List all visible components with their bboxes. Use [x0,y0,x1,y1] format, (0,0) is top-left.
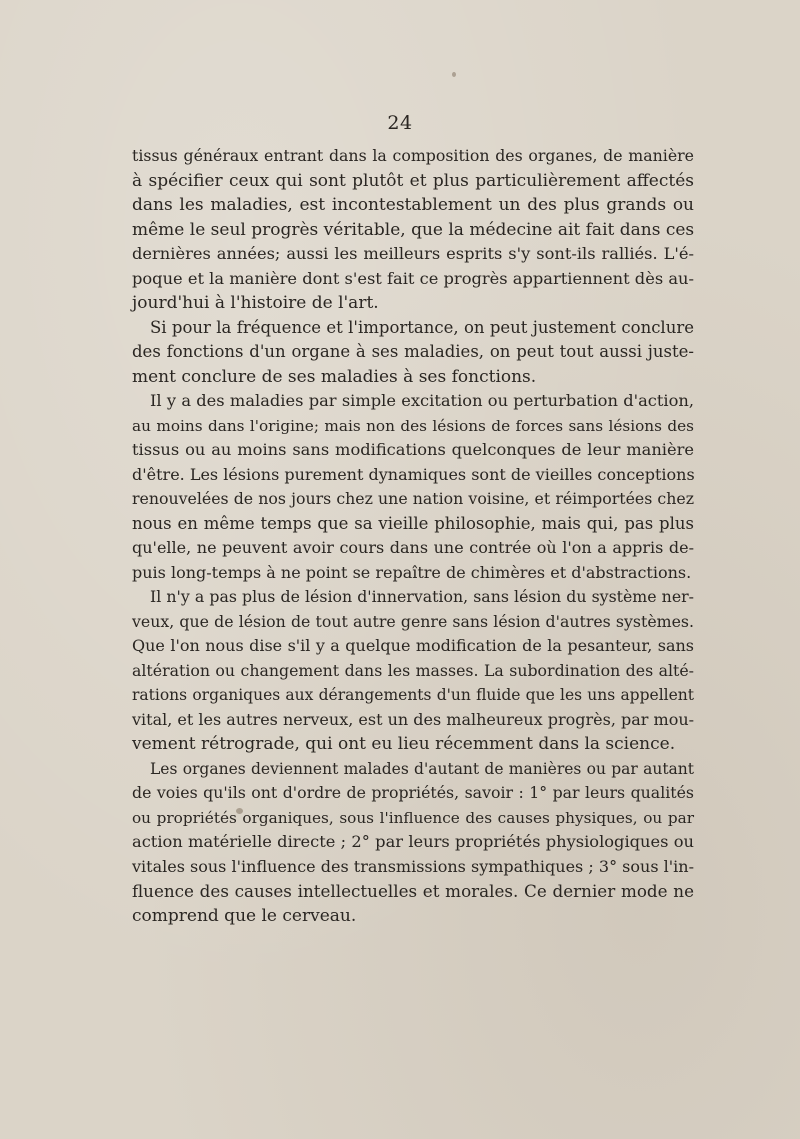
text-line: comprend que le cerveau. [132,905,357,926]
text-line: dernières années; aussi les meilleurs esprits s'y sont-ils ralliés. L'é- [132,244,694,263]
ink-speck [452,72,456,77]
text-line: ment conclure de ses maladies à ses fonctions. [132,366,537,387]
text-line: veux, que de lésion de tout autre genre sans lésion d'autres systèmes. [132,611,694,631]
text-line: ou propriétés organiques, sous l'influence des causes physiques, ou par [132,808,694,827]
text-line: au moins dans l'origine; mais non des lésions de forces sans lésions des [132,416,694,435]
text-line: Que l'on nous dise s'il y a quelque modification de la pesanteur, sans [132,636,694,655]
text-line: tissus ou au moins sans modifications quelconques de leur manière [132,440,694,459]
text-line: Il n'y a pas plus de lésion d'innervation, sans lésion du système ner- [150,587,694,606]
text-line: vital, et les autres nerveux, est un des malheureux progrès, par mou- [132,709,695,729]
text-line: Si pour la fréquence et l'importance, on peut justement conclure [150,317,694,337]
text-line: même le seul progrès véritable, que la médecine ait fait dans ces [132,219,695,240]
text-line: qu'elle, ne peuvent avoir cours dans une contrée où l'on a appris de- [132,538,694,557]
text-line: vement rétrograde, qui ont eu lieu récemment dans la science. [132,734,676,754]
text-line: puis long-temps à ne point se repaître de chimères et d'abstractions. [132,562,692,582]
text-line: jourd'hui à l'histoire de l'art. [132,293,379,313]
text-line: rations organiques aux dérangements d'un fluide que les uns appellent [132,686,694,704]
text-line: dans les maladies, est incontestablement un des plus grands ou [132,195,694,215]
text-line: Les organes deviennent malades d'autant de manières ou par autant [150,759,694,778]
text-line: renouvelées de nos jours chez une nation voisine, et réimportées chez [132,489,694,508]
text-line: de voies qu'ils ont d'ordre de propriétés, savoir : 1° par leurs qualités [132,783,694,802]
text-line: fluence des causes intellectuelles et morales. Ce dernier mode ne [132,881,694,901]
text-line: à spécifier ceux qui sont plutôt et plus particulièrement affectés [132,170,694,191]
text-line: nous en même temps que sa vieille philosophie, mais qui, pas plus [132,513,694,533]
text-line: des fonctions d'un organe à ses maladies, on peut tout aussi juste- [132,342,694,361]
text-line: vitales sous l'influence des transmissions sympathiques ; 3° sous l'in- [132,856,694,876]
text-line: d'être. Les lésions purement dynamiques sont de vieilles conceptions [132,464,695,484]
text-line: poque et la manière dont s'est fait ce progrès appartiennent dès au- [132,268,694,288]
text-line: action matérielle directe ; 2° par leurs propriétés physiologiques ou [132,832,694,851]
page-number: 24 [387,112,413,134]
text-line: Il y a des maladies par simple excitation ou perturbation d'action, [150,391,694,410]
text-line: tissus généraux entrant dans la composition des organes, de manière [132,146,694,165]
body-text [132,144,694,928]
text-line: altération ou changement dans les masses. La subordination des alté- [132,660,694,680]
